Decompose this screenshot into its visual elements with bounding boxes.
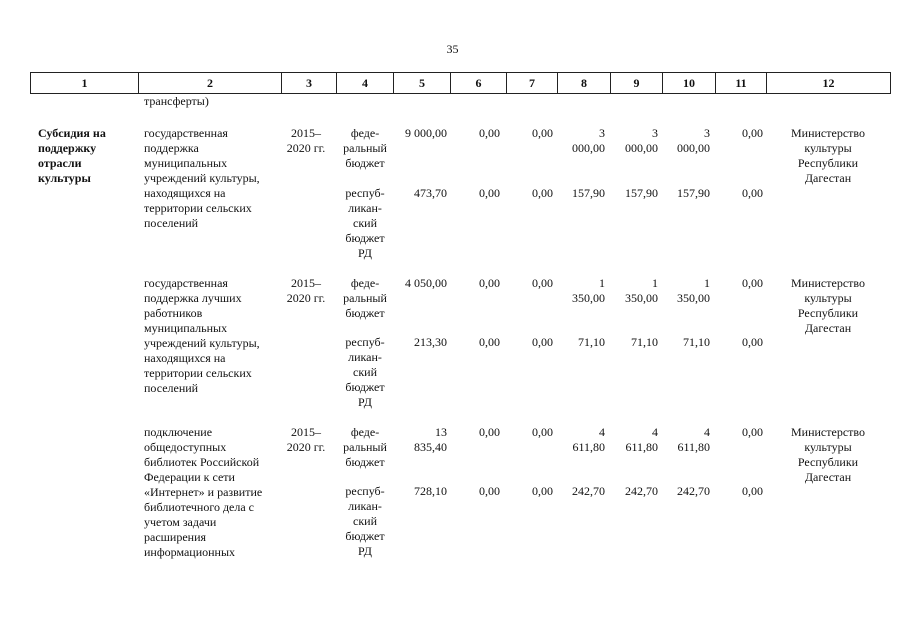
cell-7: 0,00 (532, 484, 553, 498)
cell-8: 242,70 (572, 484, 605, 498)
cell-6: 0,00 (479, 335, 500, 349)
budget-source: респуб- ликан- ский бюджет РД (345, 335, 385, 409)
header-cell-2: 2 (138, 73, 281, 93)
cell-7: 0,00 (532, 276, 553, 290)
budget-source: феде- ральный бюджет (343, 276, 387, 320)
cell-11: 0,00 (742, 186, 763, 200)
header-cell-11: 11 (715, 73, 766, 93)
budget-source: респуб- ликан- ский бюджет РД (345, 186, 385, 260)
cell-8: 3 000,00 (572, 126, 605, 155)
cell-8: 1 350,00 (572, 276, 605, 305)
cell-10: 242,70 (677, 484, 710, 498)
cell-8: 157,90 (572, 186, 605, 200)
measure-text: подключение общедоступных библиотек Российской Федерации к сети «Интернет» и развитие библиотечного дела с учетом задачи расширения информационных (144, 425, 263, 559)
header-cell-12: 12 (766, 73, 891, 93)
cell-11: 0,00 (742, 425, 763, 439)
cell-11: 0,00 (742, 276, 763, 290)
cell-10: 4 611,80 (677, 425, 710, 454)
cell-8: 71,10 (578, 335, 605, 349)
period-text: 2015– 2020 гг. (286, 126, 326, 155)
cell-9: 4 611,80 (625, 425, 658, 454)
header-cell-8: 8 (557, 73, 610, 93)
cell-7: 0,00 (532, 186, 553, 200)
period-text: 2015– 2020 гг. (286, 276, 326, 305)
total-cell: 13 835,40 (414, 425, 447, 454)
executor-text: Министерство культуры Республики Дагестан (791, 126, 865, 185)
subsidy-name: Субсидия на поддержку отрасли культуры (38, 126, 106, 185)
budget-source: феде- ральный бюджет (343, 126, 387, 170)
cell-7: 0,00 (532, 425, 553, 439)
cell-6: 0,00 (479, 186, 500, 200)
header-cell-4: 4 (336, 73, 393, 93)
header-cell-1: 1 (30, 73, 138, 93)
cell-9: 71,10 (631, 335, 658, 349)
header-cell-10: 10 (662, 73, 715, 93)
measure-text: государственная поддержка муниципальных учреждений культуры, находящихся на территории сельских поселений (144, 126, 260, 230)
cell-6: 0,00 (479, 276, 500, 290)
budget-source: респуб- ликан- ский бюджет РД (345, 484, 385, 558)
cell-10: 3 000,00 (677, 126, 710, 155)
cell-10: 157,90 (677, 186, 710, 200)
cell-6: 0,00 (479, 484, 500, 498)
continuation-text: трансферты) (144, 94, 209, 108)
header-cell-7: 7 (506, 73, 557, 93)
header-cell-3: 3 (281, 73, 336, 93)
total-cell: 4 050,00 (405, 276, 447, 290)
cell-11: 0,00 (742, 484, 763, 498)
executor-text: Министерство культуры Республики Дагестан (791, 276, 865, 335)
period-text: 2015– 2020 гг. (286, 425, 326, 454)
table-header (30, 72, 891, 94)
total-cell: 9 000,00 (405, 126, 447, 140)
cell-7: 0,00 (532, 126, 553, 140)
total-cell: 213,30 (414, 335, 447, 349)
header-cell-5: 5 (393, 73, 450, 93)
cell-11: 0,00 (742, 335, 763, 349)
cell-9: 242,70 (625, 484, 658, 498)
header-cell-9: 9 (610, 73, 662, 93)
header-cell-6: 6 (450, 73, 506, 93)
budget-source: феде- ральный бюджет (343, 425, 387, 469)
total-cell: 728,10 (414, 484, 447, 498)
cell-6: 0,00 (479, 425, 500, 439)
cell-10: 71,10 (683, 335, 710, 349)
cell-9: 157,90 (625, 186, 658, 200)
cell-6: 0,00 (479, 126, 500, 140)
executor-text: Министерство культуры Республики Дагестан (791, 425, 865, 484)
cell-9: 1 350,00 (625, 276, 658, 305)
page-number: 35 (446, 42, 459, 56)
total-cell: 473,70 (414, 186, 447, 200)
cell-9: 3 000,00 (625, 126, 658, 155)
cell-8: 4 611,80 (572, 425, 605, 454)
cell-10: 1 350,00 (677, 276, 710, 305)
cell-7: 0,00 (532, 335, 553, 349)
measure-text: государственная поддержка лучших работников муниципальных учреждений культуры, находящихся на территории сельских поселений (144, 276, 260, 395)
cell-11: 0,00 (742, 126, 763, 140)
